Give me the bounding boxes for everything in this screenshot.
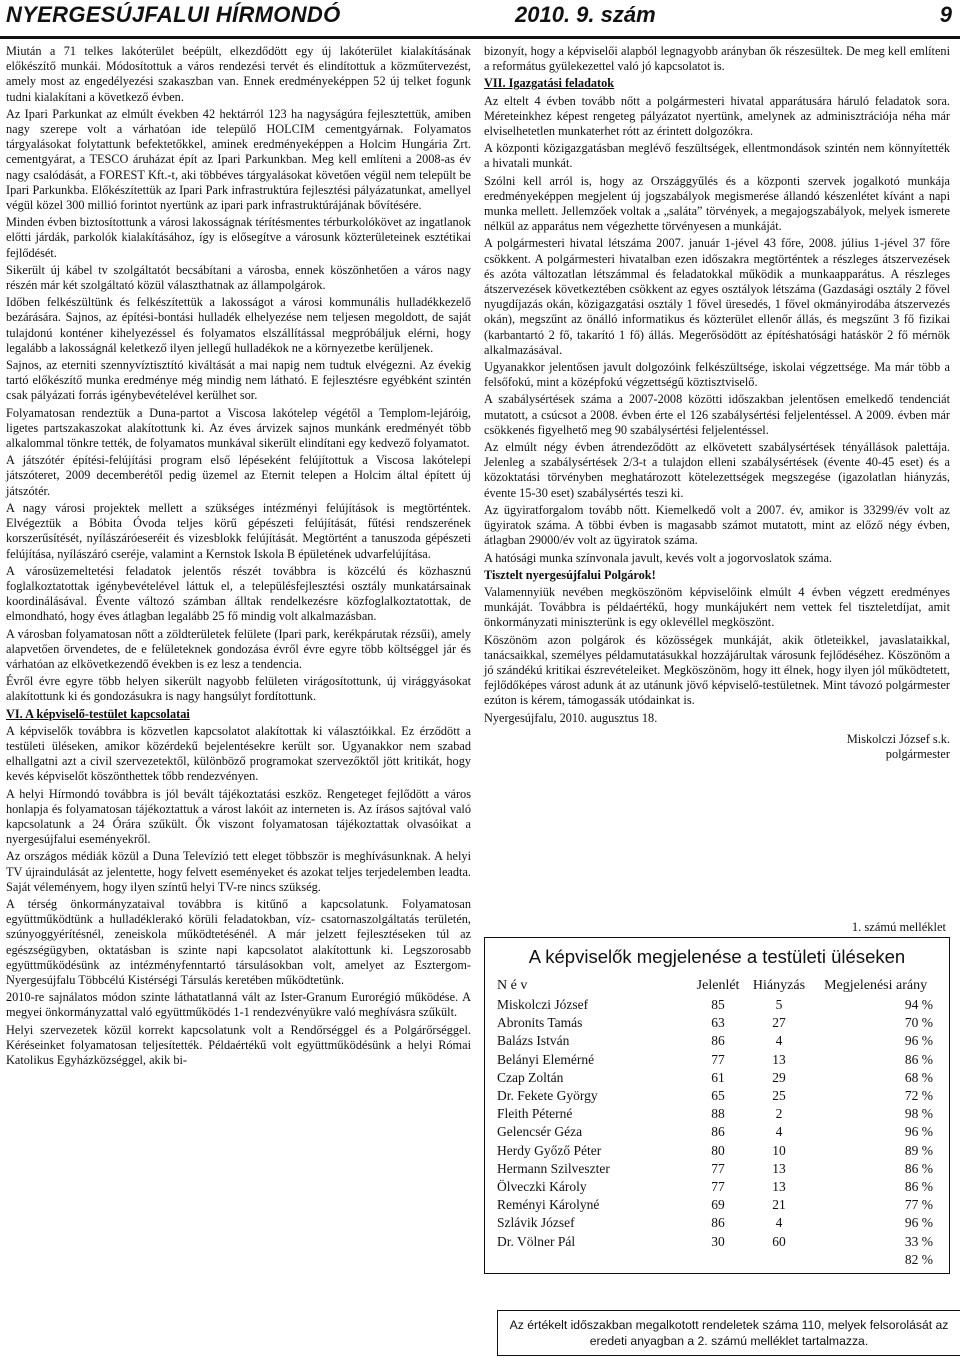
cell-name: Dr. Fekete György <box>497 1088 598 1104</box>
cell-ratio: 33 % <box>904 1233 933 1249</box>
cell-absent: 2 <box>775 1106 783 1122</box>
cell-absent: 60 <box>772 1233 786 1249</box>
cell-present: 77 <box>711 1160 725 1176</box>
table-row <box>495 1178 939 1196</box>
cell-absent: 13 <box>772 1051 786 1067</box>
column-header-present: Jelenlét <box>696 978 740 993</box>
cell-name: Szlávik József <box>497 1215 575 1231</box>
left-column <box>6 44 471 1070</box>
paragraph: Sikerült új kábel tv szolgáltatót becsábítani a városba, ennek köszönhetően a város nagy részén már két szolgáltató közül választhatnak az állampolgárok. <box>6 262 471 293</box>
cell-absent: 4 <box>775 1033 783 1049</box>
cell-absent: 13 <box>772 1160 786 1176</box>
cell-present: 69 <box>711 1197 725 1213</box>
cell-name: Balázs István <box>497 1033 570 1049</box>
cell-name: Miskolczi József <box>497 997 589 1013</box>
left-paragraphs <box>6 44 471 705</box>
paragraph: A városban folyamatosan nőtt a zöldterületek felülete (Ipari park, kerékpárutak rézsűi), amely alapvetően örvendetes, de e felületeknek gondozása évről évre egyre több költséggel jár és várhatóan az elkövetkezendő években is ez lesz a tendencia. <box>6 626 471 671</box>
page-header <box>0 0 960 39</box>
table-row <box>495 1051 939 1069</box>
table-row <box>495 1087 939 1105</box>
cell-present: 88 <box>711 1106 725 1122</box>
cell-absent: 29 <box>772 1069 786 1085</box>
cell-ratio: 96 % <box>904 1215 933 1231</box>
paragraph: Az eltelt 4 évben tovább nőtt a polgármesteri hivatal apparátusára háruló feladatok sora. Méreteinkhez képest rengeteg pályázatot nyertünk, amelynek az adminisztrációja néha már elviselhetetlen munkaterhet rótt az érintett dolgozókra. <box>484 93 950 139</box>
paragraph: Szólni kell arról is, hogy az Országgyűlés és a központi szervek jogalkotó munkája eredményeképpen megjelent új jogszabályok megismerése állandó készenlétet kívánt a napi munka mellett. Jellemzőek voltak a „saláta” törvények, a megajogszabályok, melyek ismerete nélkül az apparátus nem végezhette törvényesen a munkáját. <box>484 173 950 234</box>
paragraph: Ugyanakkor jelentősen javult dolgozóink felkészültsége, iskolai végzettsége. Ma már több a felsőfokú, mint a középfokú végzettségű köztisztviselő. <box>484 360 950 390</box>
cell-present: 30 <box>711 1233 725 1249</box>
cell-ratio: 89 % <box>904 1142 933 1158</box>
table-row <box>495 1069 939 1087</box>
cell-present: 80 <box>711 1142 725 1158</box>
cell-name: Dr. Völner Pál <box>497 1233 576 1249</box>
cell-name: Czap Zoltán <box>497 1069 564 1085</box>
paragraph: Valamennyiük nevében megköszönöm képviselőink elmúlt 4 évben végzett eredményes munkáját. Továbbra is példaértékű, hogy munkájukért nem vettek fel tiszteletdíjat, amit önkormányzati miniszterünk is egy oklevéllel megköszönt. <box>484 584 950 630</box>
cell-name: Ölveczki Károly <box>497 1178 587 1194</box>
cell-absent: 10 <box>772 1142 786 1158</box>
paragraph: Az országos médiák közül a Duna Televízió tett eleget többször is meghívásunknak. A helyi TV újraindulását az jelentette, hogy felvett eseményeket és azokat teljes terjedelemben leadta. Saját véleményem, hogy ilyen színtű helyi TV-re nincs szükség. <box>6 849 471 894</box>
section-6-paragraphs <box>6 724 471 1068</box>
annex-label: 1. számú melléklet <box>851 920 946 934</box>
paragraph: Helyi szervezetek közül korrekt kapcsolatunk volt a Rendőrséggel és a Polgárőrséggel. Kéréseinket folyamatosan teljesítették. Példaértékű volt együttműködésünk a helyi Római Katolikus Egyházközséggel, akik bi- <box>6 1022 471 1067</box>
paragraph: A hatósági munka színvonala javult, kevés volt a jogorvoslatok száma. <box>484 550 832 565</box>
paragraph: Folyamatosan rendeztük a Duna-partot a Viscosa lakótelep végétől a Templom-lejáróig, ligetes partszakaszokat alakítottunk ki. Az éves árvizek sajnos munkánk eredményét több alkalommal tönkre tették, de folyamatos munkával sikerült elindítani egy kedvező folyamatot. <box>6 405 471 451</box>
cell-present: 85 <box>711 997 725 1013</box>
cell-name <box>495 1251 690 1269</box>
attendance-table-box <box>484 937 950 1274</box>
cell-absent: 5 <box>775 997 783 1013</box>
cell-name: Belányi Elemérné <box>497 1051 595 1067</box>
cell-ratio: 86 % <box>904 1051 933 1067</box>
cell-ratio: 70 % <box>904 1015 933 1031</box>
section-6-title: VI. A képviselő-testület kapcsolatai <box>6 706 190 721</box>
cell-absent: 4 <box>775 1124 783 1140</box>
paragraph: A térség önkormányzataival továbbra is kitűnő a kapcsolatunk. Folyamatosan együttműködtünk a hulladéklerakó körüli feladatokban, víz- csatornaszolgáltatás területén, szúnyoggyérítésnél, zeneiskola működtetésénél. A már jelzett fejlesztéseken túl az egészségügyben, oktatásban is szinte napi kapcsolatot alakítottunk ki. Legszorosabb együttműködésünk az intézményfenntartó társulásokban volt, amelyet az Esztergom-Nyergesújfalu Többcélú Kistérségi Társulás keretében működtetünk. <box>6 896 471 987</box>
paragraph: A polgármesteri hivatal létszáma 2007. január 1-jével 43 főre, 2008. július 1-jével 37 főre csökkent. A polgármesteri hivatalban ezen időszakra megtörténtek a részleges átszervezések és azóta változatlan létszámmal és feladatokkal működik a munkaapparátus. A részleges átszervezések következtében csökkent az egyes osztályok létszáma (Gazdasági osztály 2 fővel nyugdíjazás okán, közigazgatási osztály 1 fővel üresedés, 1 fővel okmányirodába átszervezés okán), megszűnt az önálló informatikus és közterület ellenőr állás, és megszűnt 3 fő fizikai (karbantartó 2 fő, takarító 1 fő) állás. Megerősödött az építéshatósági hatáskör 2 fő mérnök alkalmazásával. <box>484 236 950 357</box>
paragraph: A szabálysértések száma a 2007-2008 közötti időszakban jelentősen emelkedő tendenciát mutatott, a csúcsot a 2008. évben érte el 126 szabálysértési feljelentéssel. A 2009. évben már csökkenés figyelhető meg 90 szabálysértési feljelentéssel. <box>484 392 950 437</box>
table-row <box>495 1123 939 1141</box>
issue-number: 2010. 9. szám <box>515 2 656 27</box>
cell-ratio: 96 % <box>904 1033 933 1049</box>
section-7-title: VII. Igazgatási feladatok <box>484 76 615 91</box>
paragraph: Az ügyiratforgalom tovább nőtt. Kiemelkedő volt a 2007. év, amikor is 33299/év volt az ügyiratok száma. A többi évben is magasabb számot mutatott, mint az előző négy évben, átlagban 29000/év volt az ügyiratok száma. <box>484 502 950 548</box>
cell-absent: 27 <box>772 1015 786 1031</box>
table-header-row <box>495 978 939 996</box>
cell-ratio: 82 % <box>904 1251 933 1267</box>
paragraph: Köszönöm azon polgárok és közösségek munkáját, akik ötleteikkel, javaslataikkal, tanácsaikkal, személyes példamutatásukkal hozzájárultak városunk fejlődéséhez. Köszönöm a jó szándékú kritikai észrevételeiket. Megköszönöm, hogy itt élnek, hogy ilyen jól működtetett, fejlődőképes várost adunk át az utánunk jövő képviselő-testületnek. Mint távozó polgármester ezúton is kérem, támogassák utódainkat is. <box>484 632 950 708</box>
attendance-table-title: A képviselők megjelenése a testületi üléseken <box>528 946 906 967</box>
paragraph: Időben felkészültünk és felkészítettük a lakosságot a városi kommunális hulladékkezelő bezárására. Sajnos, az építési-bontási hulladék elhelyezése nem teljesen megoldott, de saját tulajdonú konténer kihelyezéssel és folyamatos elszállítással megpróbáljuk elérni, hogy legalább a lakosságnál keletkező ilyen jellegű hulladékok ne a környezetbe kerüljenek. <box>6 295 471 355</box>
cell-ratio: 68 % <box>904 1069 933 1085</box>
column-header-name: N é v <box>497 978 528 993</box>
column-header-absent: Hiányzás <box>752 978 806 993</box>
annex-1 <box>484 920 950 1274</box>
cell-present: 61 <box>711 1069 725 1085</box>
cell-ratio: 94 % <box>904 997 933 1013</box>
cell-present <box>690 1251 745 1269</box>
cell-ratio: 96 % <box>904 1124 933 1140</box>
cell-present: 86 <box>711 1033 725 1049</box>
cell-name: Hermann Szilveszter <box>497 1160 610 1176</box>
cell-name: Reményi Károlyné <box>497 1197 600 1213</box>
greeting: Tisztelt nyergesújfalui Polgárok! <box>484 567 656 582</box>
cell-ratio: 98 % <box>904 1106 933 1122</box>
paragraph: A központi közigazgatásban meglévő feszültségek, ellentmondások szintén nem könnyítették a hivatali munkát. <box>484 141 950 171</box>
paragraph: Nyergesújfalu, 2010. augusztus 18. <box>484 710 658 725</box>
cell-absent: 21 <box>772 1197 786 1213</box>
cell-ratio: 86 % <box>904 1178 933 1194</box>
cell-name: Herdy Győző Péter <box>497 1142 602 1158</box>
signature-title: polgármester <box>885 746 950 761</box>
paragraph: Évről évre egyre több helyen sikerült nagyobb felületen virágosítottunk, új virággyásokat alakítottunk ki és gondozásukra is nagy hangsúlyt fordítottunk. <box>6 674 471 704</box>
paragraph: bizonyít, hogy a képviselői alapból legnagyobb arányban ők részesültek. De meg kell említeni a református gyülekezettel való jó kapcsolatot is. <box>484 44 950 74</box>
cell-present: 77 <box>711 1178 725 1194</box>
table-row <box>495 1014 939 1032</box>
cell-present: 86 <box>711 1124 725 1140</box>
masthead: NYERGESÚJFALUI HÍRMONDÓ <box>6 2 341 27</box>
paragraph: Miután a 71 telkes lakóterület beépült, elkezdődött egy új lakóterület kialakításának előkészítő munkái. Módosítottuk a város rendezési tervét és elindítottuk a közműtervezést, amely most az engedélyezési szakaszban van. Ennek eredményeképpen 52 új telket fogunk tudni kialakítani a következő évben. <box>6 44 471 104</box>
signature <box>484 732 950 762</box>
cell-name: Abronits Tamás <box>497 1015 583 1031</box>
regulation-note: Az értékelt időszakban megalkotott rendeletek száma 110, melyek felsorolását az eredeti anyagban a 2. számú melléklet tartalmazza. <box>497 1310 960 1356</box>
paragraph: Az Ipari Parkunkat az elmúlt években 42 hektárról 123 ha nagyságúra fejlesztettük, amiben nagy szerepe volt a várhatóan ide települő HOLCIM cementgyárnak. Folyamatos tárgyalásokat folytattunk befektetőkkel, aminek eredményeképpen a Holcim Hungária Zrt. cementgyárat, a TESCO áruházat épít az Ipari Parkunkban. Meg kell említeni a 2008-as év nagy csalódását, a FOREST Kft.-t, aki többéves tárgyalásokat követően végül nem települt be Ipari Parkunkba. Előkészítettük az Ipari Park infrastruktúra fejlesztési pályázatunkat, amellyel végül közel 300 millió forintot nyertünk az ipari park infrastruktúrájának bővítésére. <box>6 106 471 213</box>
attendance-table <box>495 978 939 1269</box>
closing-paragraphs <box>484 585 950 726</box>
paragraph: Minden évben biztosítottunk a városi lakosságnak térítésmentes térburkolókövet az ingatlanok előtti járdák, parkolók kialakításához, így is elősegítve a városunk közterületeinek esztétikai fejlődését. <box>6 215 471 260</box>
signature-name: Miskolczi József s.k. <box>846 731 950 746</box>
paragraph: A helyi Hírmondó továbbra is jól bevált tájékoztatási eszköz. Rengeteget fejlődött a város honlapja és folyamatosan tájékoztattuk a várost lakóit az interneten is. Az írásos sajtóval való kapcsolatunk a 24 Órára szűkült. Ők viszont folyamatosan tájékoztattak olvasóikat a nyergesújfalui eseményekről. <box>6 786 471 847</box>
table-row <box>495 1160 939 1178</box>
paragraph: A képviselők továbbra is közvetlen kapcsolatot alakítottak ki választóikkal. Ez érződött a testületi üléseken, amikor közérdekű bejelentésekre került sor. Ugyanakkor nem szabad elhallgatni azt a civil szervezetektől, különböző programokat szervezőktől jött kritikát, hogy kevés képviselőt köszönthettek tőbb rendezvényen. <box>6 723 471 784</box>
table-row <box>495 1232 939 1250</box>
paragraph: A városüzemeltetési feladatok jelentős részét továbbra is közcélú és közhasznú foglalkoztatottak igénybevételével láttuk el, a településfejlesztési osztály munkatársainak koordinálásával. Évente változó számban álltak rendelkezésre közfoglalkoztatottak, de elmondható, hogy éves átlagban legalább 25 fő mindig volt alkalmazásban. <box>6 563 471 624</box>
table-row <box>495 1105 939 1123</box>
right-column <box>484 44 950 762</box>
paragraph: 2010-re sajnálatos módon szinte láthatatlanná vált az Ister-Granum Eurorégió működése. A megyei önkormányzattal való együttműködés 1-1 rendezvényükre való meghívásra szűkült. <box>6 990 471 1020</box>
cell-present: 86 <box>711 1215 725 1231</box>
table-row <box>495 1142 939 1160</box>
paragraph: A játszótér építési-felújítási program első lépéseként felújítottuk a Viscosa lakótelepi játszóteret, 2009 decemberétől pedig üzemel az Eternit telepen a Holcim által épített új játszótér. <box>6 453 471 498</box>
attendance-table-body <box>495 996 939 1269</box>
cell-present: 77 <box>711 1051 725 1067</box>
paragraph: Sajnos, az eterniti szennyvíztisztító kiváltását a mai napig nem tudtuk elvégezni. Az évekig tartó előkészítő munka eredménye még mindig nem látható. E fejlesztésre egyébként szintén csak pályázati forrás igénybevételével kerülhet sor. <box>6 358 471 403</box>
right-top-paragraphs <box>484 44 950 74</box>
cell-name: Fleith Péterné <box>497 1106 573 1122</box>
cell-absent: 13 <box>772 1178 786 1194</box>
column-header-ratio: Megjelenési arány <box>824 978 928 993</box>
cell-absent <box>746 1251 812 1269</box>
table-row <box>495 1196 939 1214</box>
cell-absent: 25 <box>772 1088 786 1104</box>
cell-ratio: 86 % <box>904 1160 933 1176</box>
section-7-paragraphs <box>484 94 950 566</box>
table-row <box>495 1251 939 1269</box>
cell-ratio: 77 % <box>904 1197 933 1213</box>
cell-absent: 4 <box>775 1215 783 1231</box>
table-row <box>495 996 939 1014</box>
paragraph: Az elmúlt négy évben átrendeződött az elkövetett szabálysértések tényállások palettája. Jelenleg a szabálysértések 2/3-t a tulajdon elleni szabálysértések (évente 40-45 eset) és a közoktatási törvényben meghatározott kötelezettségek megszegése (igazolatlan hiányzás, évente 15-30 eset) szabálysértés teszi ki. <box>484 440 950 500</box>
table-row <box>495 1032 939 1050</box>
cell-present: 63 <box>711 1015 725 1031</box>
cell-present: 65 <box>711 1088 725 1104</box>
page-number: 9 <box>939 2 952 27</box>
paragraph: A nagy városi projektek mellett a szükséges intézményi felújítások is megtörténtek. Elvégeztük a Bóbita Óvoda teljes körű gépészeti felújítását, fűtési rendszerének korszerűsítését, nyílászáróeseréit és vizesblokk felújítását. Megtörtént a tanuszoda gépészeti felújítása, nyílászáró cseréje, valamint a Kernstok Iskola B épületének udvarfelújítása. <box>6 500 471 561</box>
table-row <box>495 1214 939 1232</box>
cell-ratio: 72 % <box>904 1088 933 1104</box>
cell-name: Gelencsér Géza <box>497 1124 583 1140</box>
